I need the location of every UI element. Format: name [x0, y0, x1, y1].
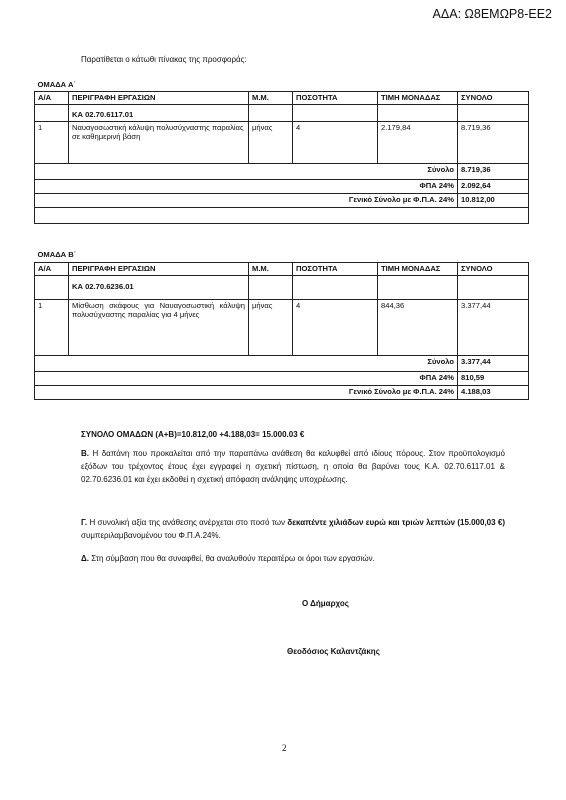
row-desc: Μίσθωση σκάφους για Ναυαγοσωστική κάλυψη πολυσύχναστης παραλίας για 4 μήνες — [69, 299, 249, 355]
header-unit: ΤΙΜΗ ΜΟΝΑΔΑΣ — [378, 262, 458, 275]
paragraph-g-amount: δεκαπέντε χιλιάδων ευρώ και τριών λεπτών (15.000,03 €) — [287, 518, 505, 527]
row-qty: 4 — [293, 299, 378, 355]
paragraph-d-text: Στη σύμβαση που θα συναφθεί, θα αναλυθούν περαιτέρω οι όροι των εργασιών. — [91, 554, 375, 563]
row-desc: Ναυαγοσωστική κάλυψη πολυσύχναστης παραλίας σε καθημερινή βάση — [69, 121, 249, 163]
paragraph-g — [81, 517, 505, 543]
row-mm: μήνας — [249, 299, 293, 355]
paragraph-b-label: Β. — [81, 449, 89, 458]
header-unit: ΤΙΜΗ ΜΟΝΑΔΑΣ — [378, 91, 458, 104]
group-a-sum: 8.719,36 — [458, 163, 529, 179]
header-desc: ΠΕΡΙΓΡΑΦΗ ΕΡΓΑΣΙΩΝ — [69, 91, 249, 104]
paragraph-b — [81, 448, 505, 487]
signature-name: Θεοδόσιος Καλαντζάκης — [287, 647, 380, 656]
header-total: ΣΥΝΟΛΟ — [458, 91, 529, 104]
group-a-sum-label: Σύνολο — [35, 163, 458, 179]
group-b-vat-label: ΦΠΑ 24% — [35, 371, 458, 385]
row-aa: 1 — [35, 299, 69, 355]
header-mm: Μ.Μ. — [249, 262, 293, 275]
group-b-grand: 4.188,03 — [458, 385, 529, 399]
group-b-grand-label: Γενικό Σύνολο με Φ.Π.Α. 24% — [35, 385, 458, 399]
header-qty: ΠΟΣΟΤΗΤΑ — [293, 91, 378, 104]
header-mm: Μ.Μ. — [249, 91, 293, 104]
paragraph-b-text: Η δαπάνη που προκαλείται από την παραπάνω ανάθεση θα καλυφθεί από ιδίους πόρους. Στον προϋπολογισμό εξόδων του τρέχοντος έτους έχει εγγραφεί η σχετική πίστωση, η οποία θα βαρύνει τους Κ.Α. 02.70.6117.01 & 02.70.6236.01 και έχει εκδοθεί η σχετική απόφαση ανάληψης υποχρέωσης. — [81, 449, 505, 484]
group-b-ka: ΚΑ 02.70.6236.01 — [69, 275, 249, 299]
total-groups: ΣΥΝΟΛΟ ΟΜΑΔΩΝ (Α+Β)=10.812,00 +4.188,03= 15.000.03 € — [81, 430, 305, 439]
header-aa: Α/Α — [35, 262, 69, 275]
group-a-grand: 10.812,00 — [458, 193, 529, 207]
group-b-table — [34, 249, 529, 400]
ada-code: ΑΔΑ: Ω8ΕΜΩΡ8-ΕΕ2 — [432, 7, 552, 21]
group-b-vat: 810,59 — [458, 371, 529, 385]
header-qty: ΠΟΣΟΤΗΤΑ — [293, 262, 378, 275]
paragraph-g-label: Γ. — [81, 518, 88, 527]
header-total: ΣΥΝΟΛΟ — [458, 262, 529, 275]
row-mm: μήνας — [249, 121, 293, 163]
paragraph-g-pre: Η συνολική αξία της ανάθεσης ανέρχεται στο ποσό των — [89, 518, 286, 527]
row-aa: 1 — [35, 121, 69, 163]
row-total: 8.719,36 — [458, 121, 529, 163]
group-b-sum: 3.377,44 — [458, 355, 529, 371]
page-number: 2 — [282, 743, 287, 753]
paragraph-d-label: Δ. — [81, 554, 89, 563]
row-unit: 2.179,84 — [378, 121, 458, 163]
group-a-ka: ΚΑ 02.70.6117.01 — [69, 104, 249, 121]
signature-title: Ο Δήμαρχος — [302, 599, 349, 608]
group-b-title: ΟΜΑΔΑ Β΄ — [35, 249, 529, 262]
group-a-title: ΟΜΑΔΑ Α΄ — [35, 79, 529, 91]
group-a-table — [34, 79, 529, 224]
row-unit: 844,36 — [378, 299, 458, 355]
header-desc: ΠΕΡΙΓΡΑΦΗ ΕΡΓΑΣΙΩΝ — [69, 262, 249, 275]
row-qty: 4 — [293, 121, 378, 163]
paragraph-d — [81, 553, 505, 566]
group-b-sum-label: Σύνολο — [35, 355, 458, 371]
group-a-grand-label: Γενικό Σύνολο με Φ.Π.Α. 24% — [35, 193, 458, 207]
header-aa: Α/Α — [35, 91, 69, 104]
group-a-vat: 2.092,64 — [458, 179, 529, 193]
group-a-vat-label: ΦΠΑ 24% — [35, 179, 458, 193]
intro-text: Παρατίθεται ο κάτωθι πίνακας της προσφοράς: — [81, 55, 247, 64]
paragraph-g-post: συμπεριλαμβανομένου του Φ.Π.Α.24%. — [81, 530, 221, 540]
row-total: 3.377,44 — [458, 299, 529, 355]
